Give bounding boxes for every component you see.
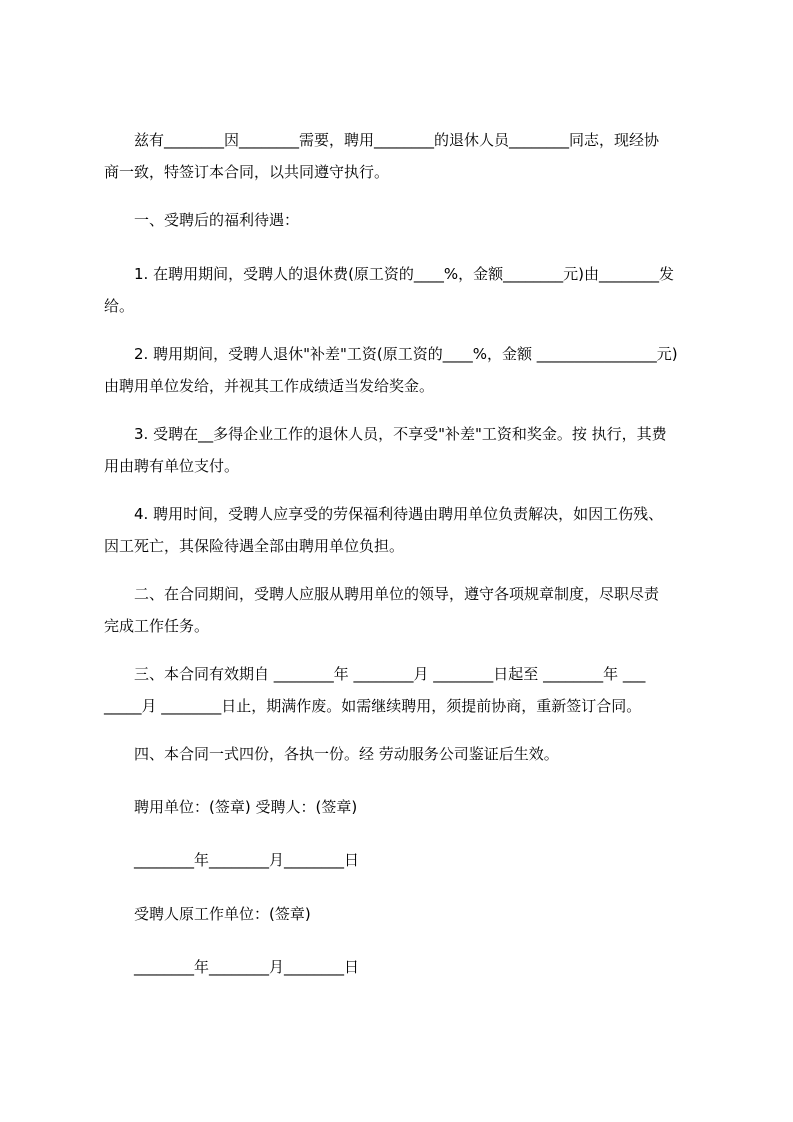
section-1-heading: 一、受聘后的福利待遇： xyxy=(104,211,300,229)
date-line-2: ________年________月________日 xyxy=(104,958,360,976)
signature-employer-line: 聘用单位：(签章) 受聘人：(签章) xyxy=(104,798,358,816)
item-1-paragraph: 1. 在聘用期间，受聘人的退休费(原工资的____%，金额________元)由________发 给。 xyxy=(104,265,675,315)
item-3-paragraph: 3. 受聘在__多得企业工作的退休人员，不享受"补差"工资和奖金。按 执行，其费 用由聘有单位支付。 xyxy=(104,425,667,475)
signature-original-unit-line: 受聘人原工作单位：(签章) xyxy=(104,905,311,923)
item-2-paragraph: 2. 聘用期间，受聘人退休"补差"工资(原工资的____%，金额 ________________元) 由聘用单位发给，并视其工作成绩适当发给奖金。 xyxy=(104,345,678,395)
item-4-paragraph: 4. 聘用时间，受聘人应享受的劳保福利待遇由聘用单位负责解决，如因工伤残、 因工死亡，其保险待遇全部由聘用单位负担。 xyxy=(104,505,664,555)
date-line-1: ________年________月________日 xyxy=(104,851,360,869)
section-2-paragraph: 二、在合同期间，受聘人应服从聘用单位的领导，遵守各项规章制度，尽职尽责 完成工作任务。 xyxy=(104,585,660,635)
section-3-paragraph: 三、本合同有效期自 ________年 ________月 ________日起至 ________年 ___ _____月 ________日止，期满作废。如需继续聘用，须提前协商，重新签订合同。 xyxy=(104,665,646,715)
section-4-paragraph: 四、本合同一式四份，各执一份。经 劳动服务公司鉴证后生效。 xyxy=(104,745,559,763)
intro-paragraph: 兹有________因________需要，聘用________的退休人员________同志，现经协 商一致，特签订本合同，以共同遵守执行。 xyxy=(104,131,660,181)
